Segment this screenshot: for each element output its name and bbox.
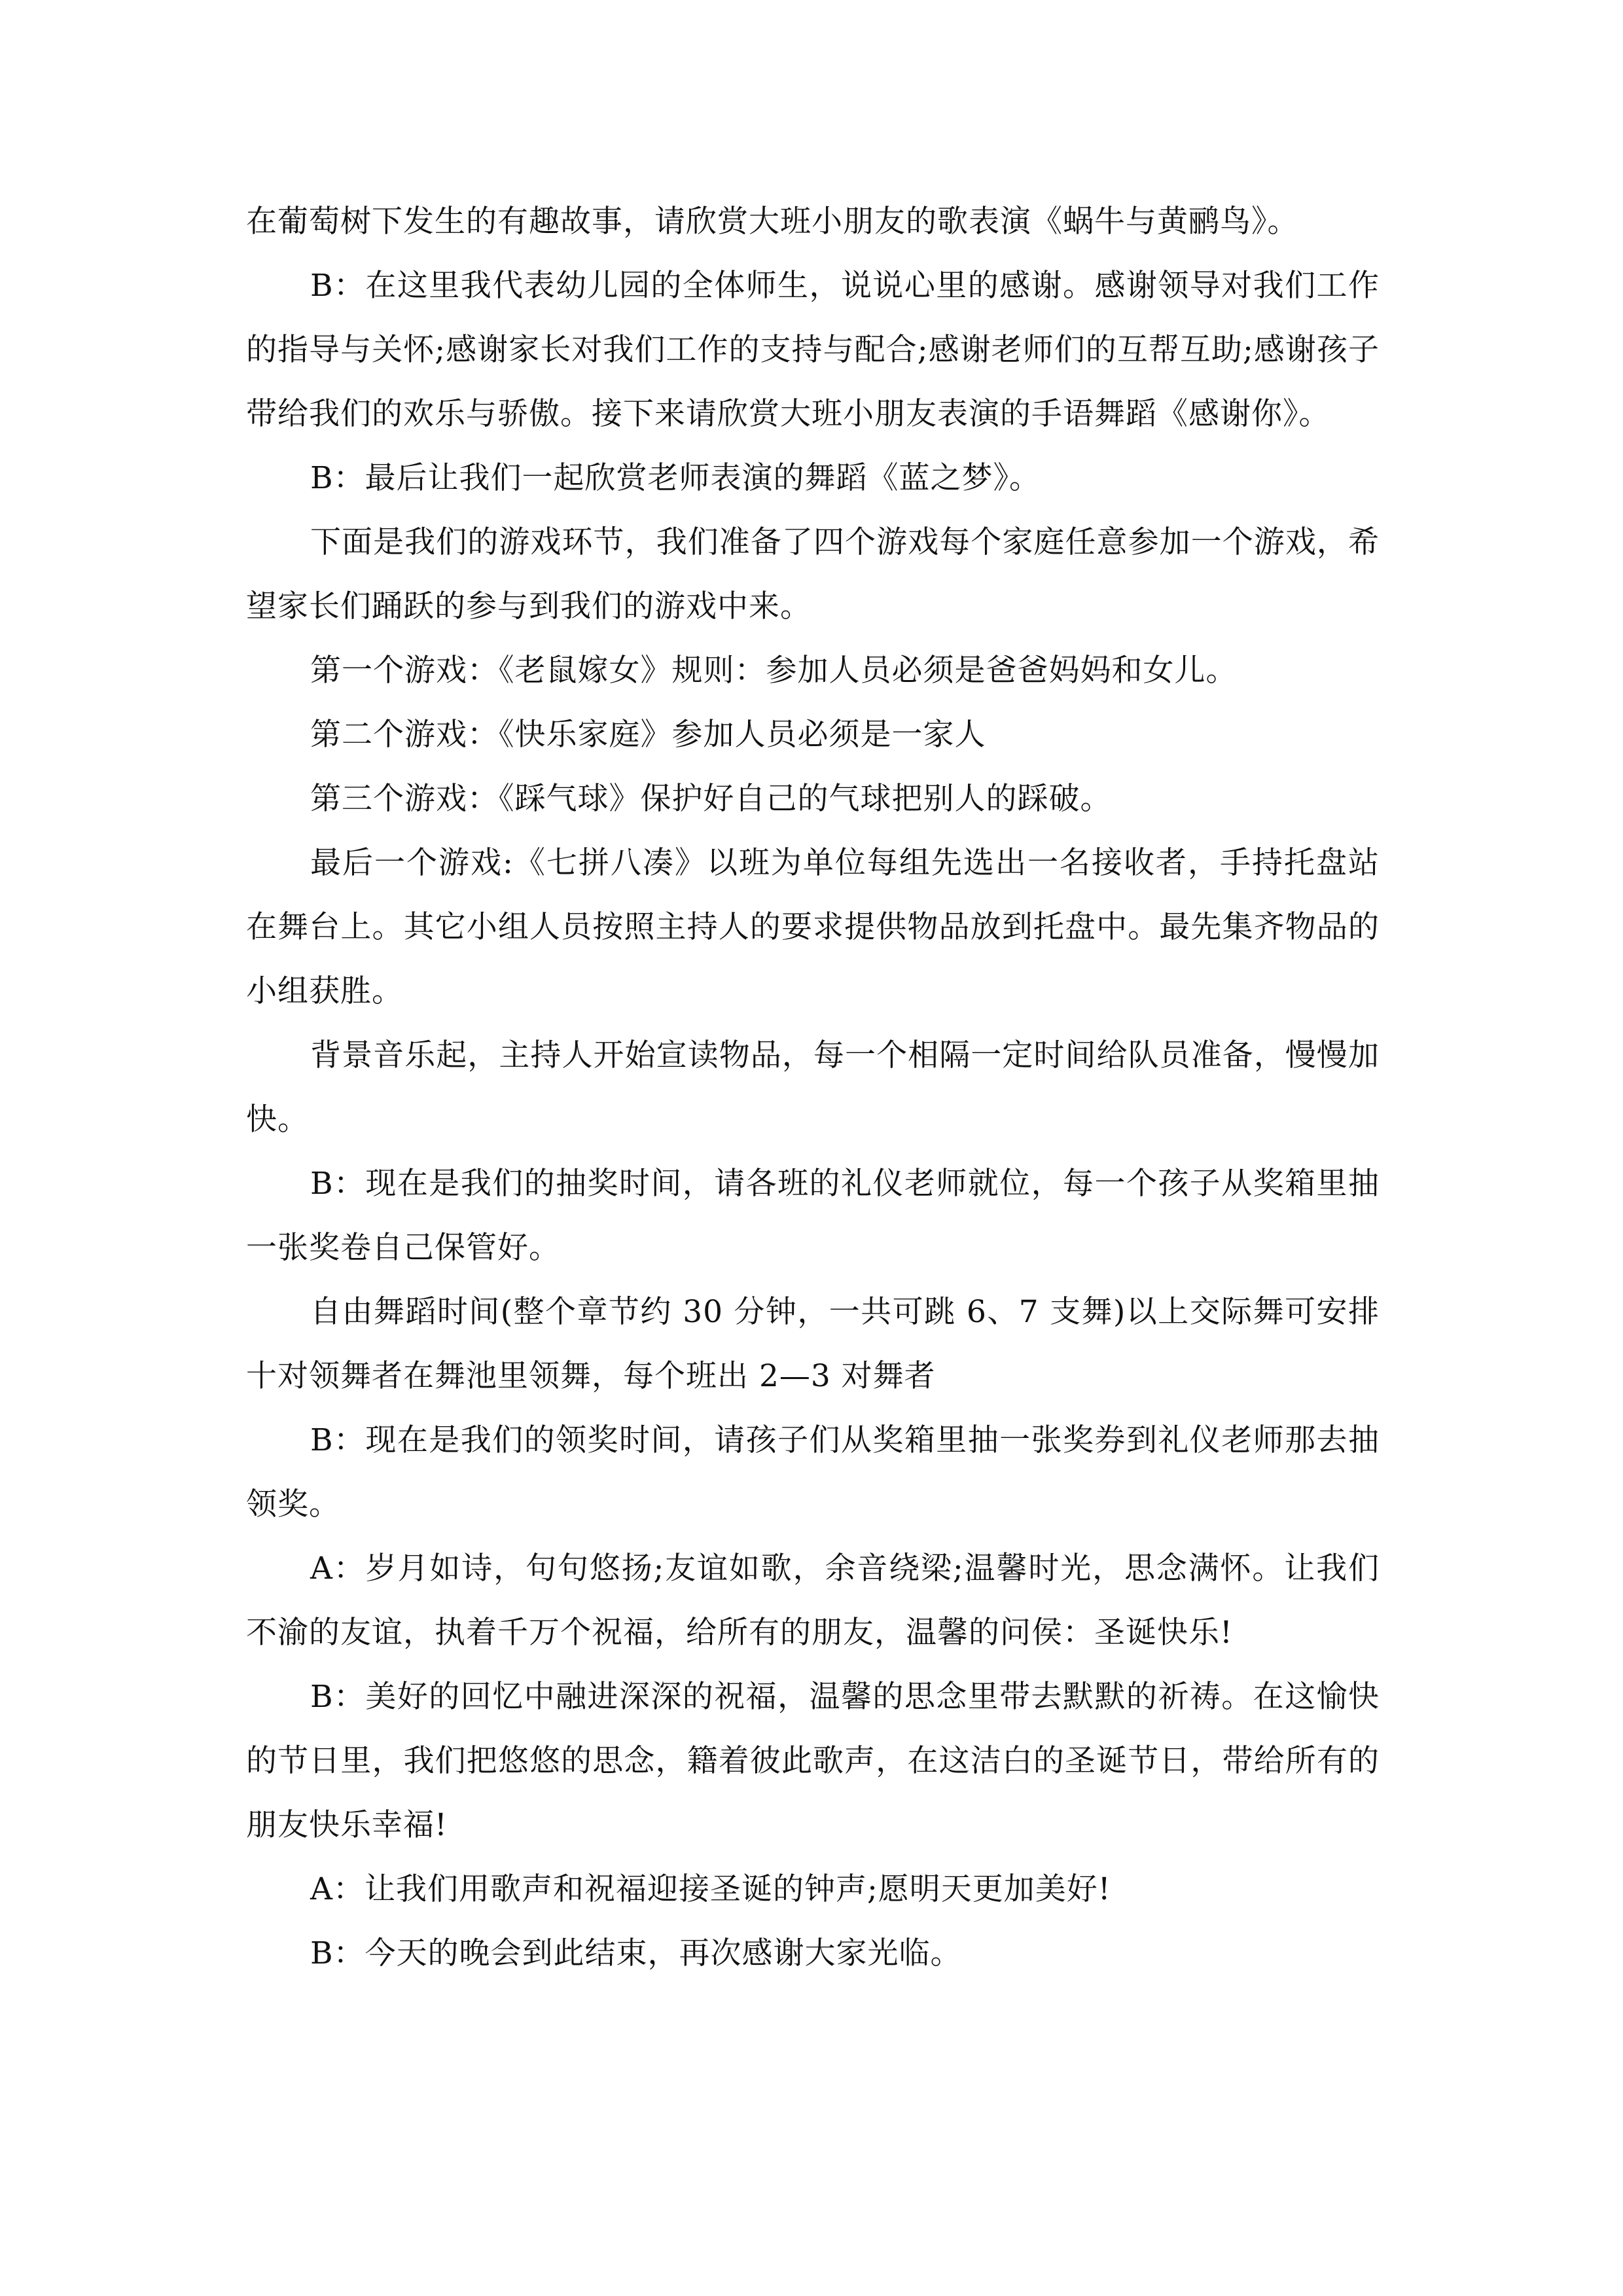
paragraph-9: 背景音乐起，主持人开始宣读物品，每一个相隔一定时间给队员准备，慢慢加快。 xyxy=(246,1037,1380,1138)
paragraph-13: A：岁月如诗，句句悠扬;友谊如歌，余音绕梁;温馨时光，思念满怀。让我们不渝的友谊，执着千万个祝福，给所有的朋友，温馨的问侯：圣诞快乐! xyxy=(246,1551,1380,1651)
paragraph-6: 第二个游戏：《快乐家庭》参加人员必须是一家人 xyxy=(310,717,986,753)
paragraph-4: 下面是我们的游戏环节，我们准备了四个游戏每个家庭任意参加一个游戏，希望家长们踊跃的参与到我们的游戏中来。 xyxy=(246,524,1380,624)
paragraph-8: 最后一个游戏:《七拼八凑》以班为单位每组先选出一名接收者，手持托盘站在舞台上。其它小组人员按照主持人的要求提供物品放到托盘中。最先集齐物品的小组获胜。 xyxy=(246,845,1380,1009)
document-body xyxy=(246,190,1380,1986)
paragraph-12: B：现在是我们的领奖时间，请孩子们从奖箱里抽一张奖券到礼仪老师那去抽领奖。 xyxy=(246,1422,1380,1522)
paragraph-10: B：现在是我们的抽奖时间，请各班的礼仪老师就位，每一个孩子从奖箱里抽一张奖卷自己保管好。 xyxy=(246,1166,1380,1266)
paragraph-15: A：让我们用歌声和祝福迎接圣诞的钟声;愿明天更加美好! xyxy=(310,1871,1111,1907)
paragraph-5: 第一个游戏：《老鼠嫁女》规则：参加人员必须是爸爸妈妈和女儿。 xyxy=(310,653,1238,689)
paragraph-11: 自由舞蹈时间(整个章节约 30 分钟，一共可跳 6、7 支舞)以上交际舞可安排十对领舞者在舞池里领舞，每个班出 2—3 对舞者 xyxy=(246,1294,1380,1394)
paragraph-2: B：在这里我代表幼儿园的全体师生，说说心里的感谢。感谢领导对我们工作的指导与关怀;感谢家长对我们工作的支持与配合;感谢老师们的互帮互助;感谢孩子带给我们的欢乐与骄傲。接下来请欣赏大班小朋友表演的手语舞蹈《感谢你》。 xyxy=(246,268,1380,432)
paragraph-7: 第三个游戏：《踩气球》保护好自己的气球把别人的踩破。 xyxy=(310,781,1112,817)
paragraph-1: 在葡萄树下发生的有趣故事，请欣赏大班小朋友的歌表演《蜗牛与黄鹂鸟》。 xyxy=(246,204,1299,240)
paragraph-3: B：最后让我们一起欣赏老师表演的舞蹈《蓝之梦》。 xyxy=(310,460,1041,496)
paragraph-16: B：今天的晚会到此结束，再次感谢大家光临。 xyxy=(310,1935,962,1971)
paragraph-14: B：美好的回忆中融进深深的祝福，温馨的思念里带去默默的祈祷。在这愉快的节日里，我们把悠悠的思念，籍着彼此歌声，在这洁白的圣诞节日，带给所有的朋友快乐幸福! xyxy=(246,1679,1380,1843)
